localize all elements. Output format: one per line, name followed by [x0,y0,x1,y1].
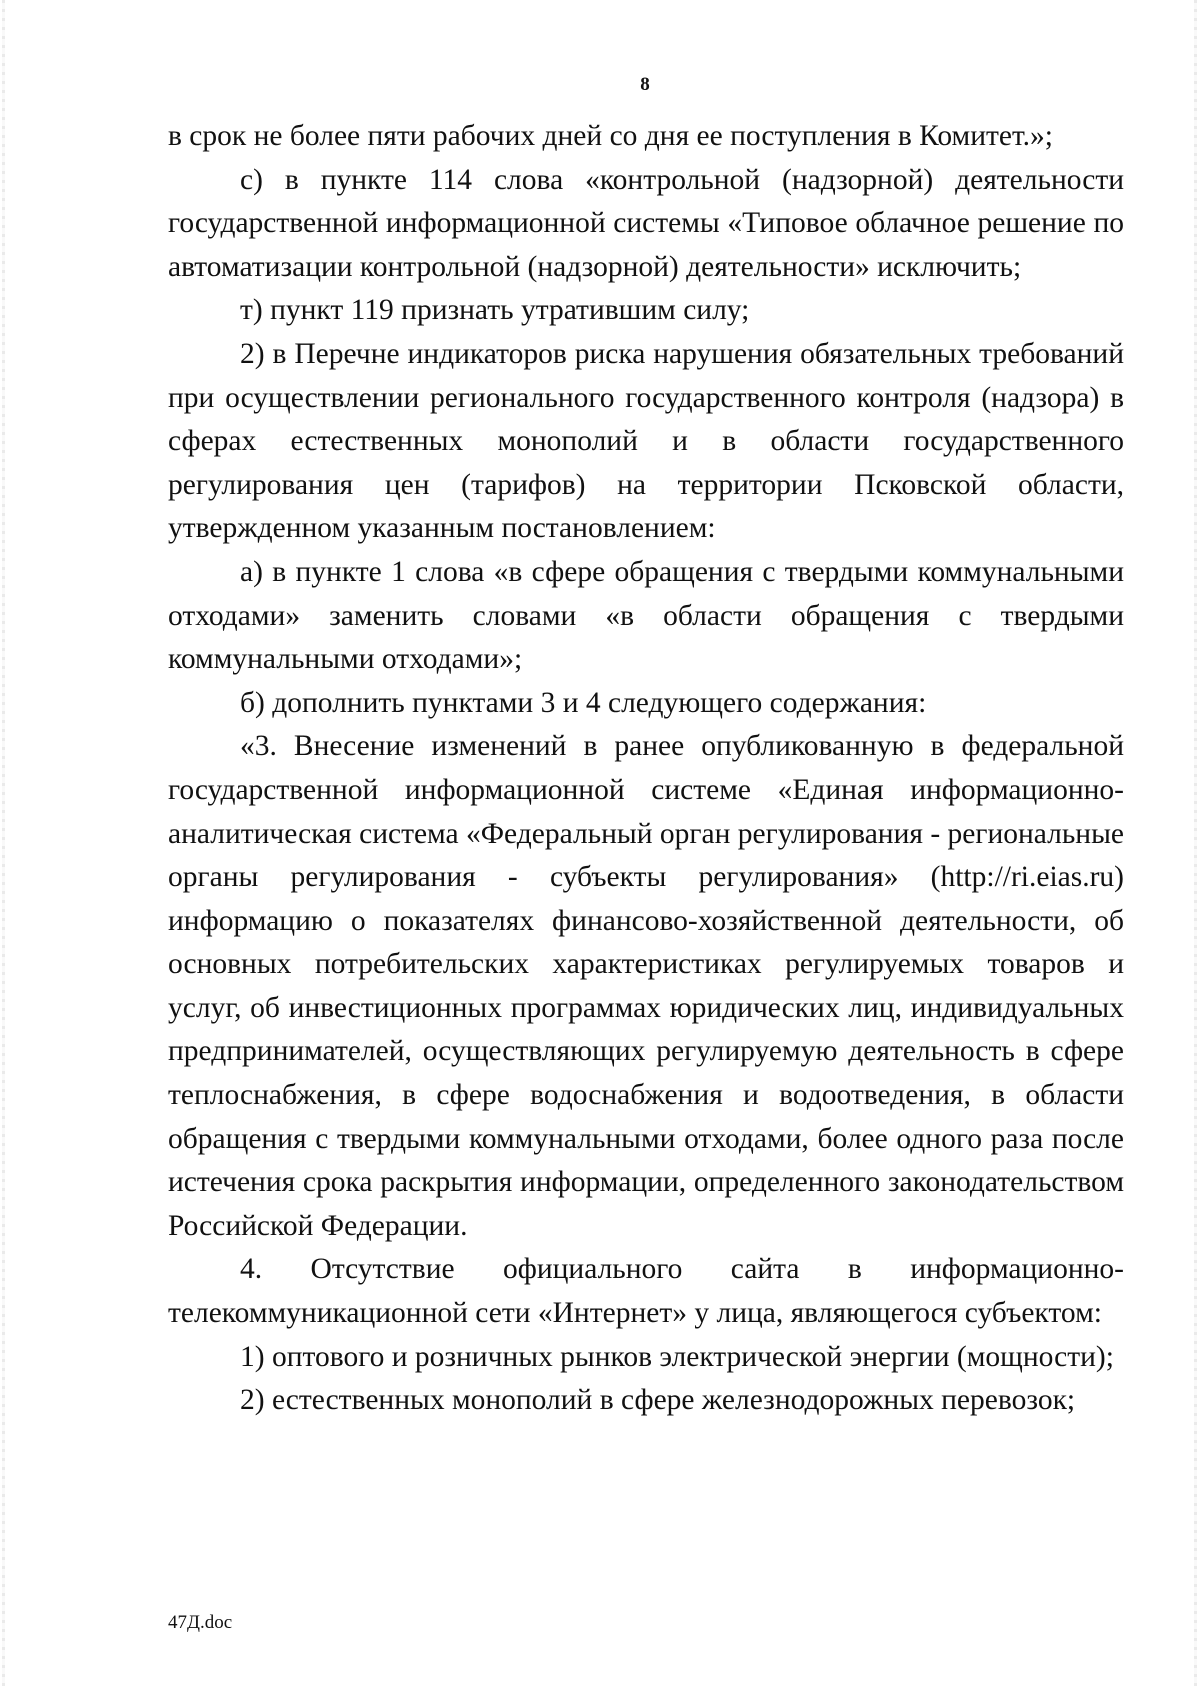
paragraph-item-t: т) пункт 119 признать утратившим силу; [240,294,750,327]
paragraph-item-s: с) в пункте 114 слова «контрольной (надзорной) деятельности государственной информационной системы «Типовое облачное решение по автоматизации контрольной (надзорной) деятельности» исключить; [168,163,1124,283]
footer-filename: 47Д.doc [168,1612,233,1633]
paragraph-point-4: 4. Отсутствие официального сайта в информационно-телекоммуникационной сети «Интернет» у лица, являющегося субъектом: [168,1253,1124,1330]
page-number: 8 [640,74,650,95]
paragraph-item-b: б) дополнить пунктами 3 и 4 следующего содержания: [240,686,927,719]
paragraph-subpoint-2: 2) естественных монополий в сфере железнодорожных перевозок; [240,1384,1076,1417]
paragraph-continuation: в срок не более пяти рабочих дней со дня ее поступления в Комитет.»; [168,120,1053,152]
paragraph-point-3: «3. Внесение изменений в ранее опубликованную в федеральной государственной информационной системе «Единая информационно-аналитическая система «Федеральный орган регулирования - региональные органы регулирования - субъекты регулирования» (http://ri.eias.ru) информацию о показателях финансово-хозяйственной деятельности, об основных потребительских характеристиках регулируемых товаров и услуг, об инвестиционных программах юридических лиц, индивидуальных предпринимателей, осуществляющих регулируемую деятельность в сфере теплоснабжения, в сфере водоснабжения и водоотведения, в области обращения с твердыми коммунальными отходами, более одного раза после истечения срока раскрытия информации, определенного законодательством Российской Федерации. [168,730,1125,1242]
document-body [168,115,1124,1423]
paragraph-item-2: 2) в Перечне индикаторов риска нарушения обязательных требований при осуществлении регионального государственного контроля (надзора) в сферах естественных монополий и в области государственного регулирования цен (тарифов) на территории Псковской области, утвержденном указанным постановлением: [168,337,1124,545]
paragraph-item-a: а) в пункте 1 слова «в сфере обращения с твердыми коммунальными отходами» заменить словами «в области обращения с твердыми коммунальными отходами»; [168,555,1124,676]
paragraph-subpoint-1: 1) оптового и розничных рынков электрической энергии (мощности); [240,1340,1114,1373]
scan-edge-left [2,0,5,1686]
scan-edge-right [1194,0,1197,1686]
